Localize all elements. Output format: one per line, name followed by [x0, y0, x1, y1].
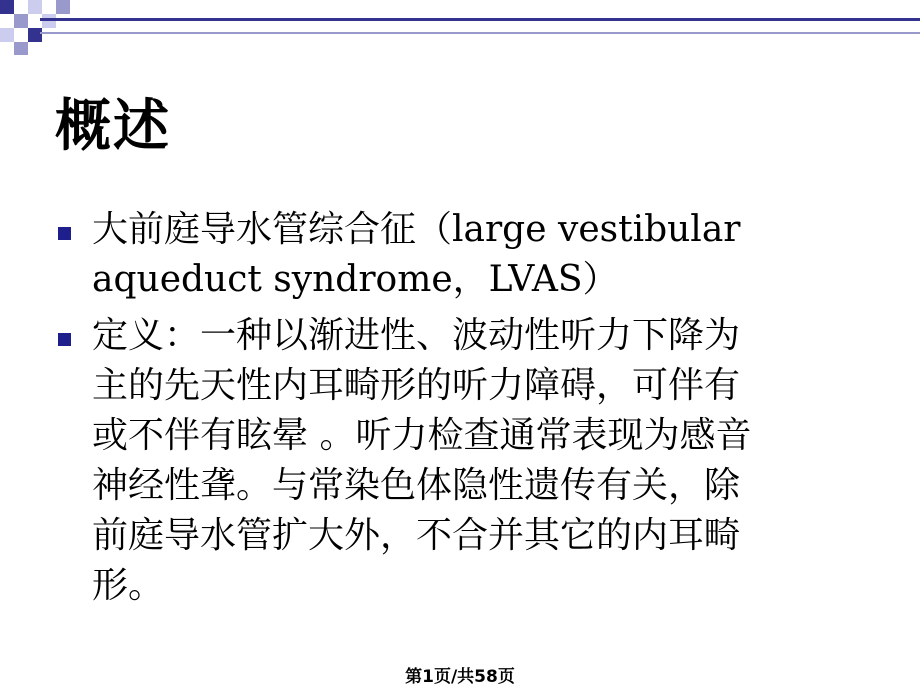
- page-indicator: 第1页/共58页: [405, 667, 515, 687]
- bullet-text: 大前庭导水管综合征（large vestibular aqueduct syndrome，LVAS）: [92, 209, 741, 300]
- slide-title: 概述: [55, 94, 171, 159]
- bullet-item: [58, 205, 848, 305]
- header-rule: [40, 18, 920, 21]
- bullet-text: 定义：一种以渐进性、波动性听力下降为 主的先天性内耳畸形的听力障碍，可伴有 或不伴有眩晕 。听力检查通常表现为感音 神经性聋。与常染色体隐性遗传有关，除 前庭导水管扩大外，不合并其它的内耳畸 形。: [92, 315, 752, 606]
- bullet-list: [58, 205, 848, 617]
- square-bullet-icon: [58, 227, 71, 240]
- bullet-item: [58, 311, 848, 611]
- header-rule-secondary: [40, 32, 920, 34]
- decorative-checker-pattern: [0, 0, 80, 55]
- square-bullet-icon: [58, 333, 71, 346]
